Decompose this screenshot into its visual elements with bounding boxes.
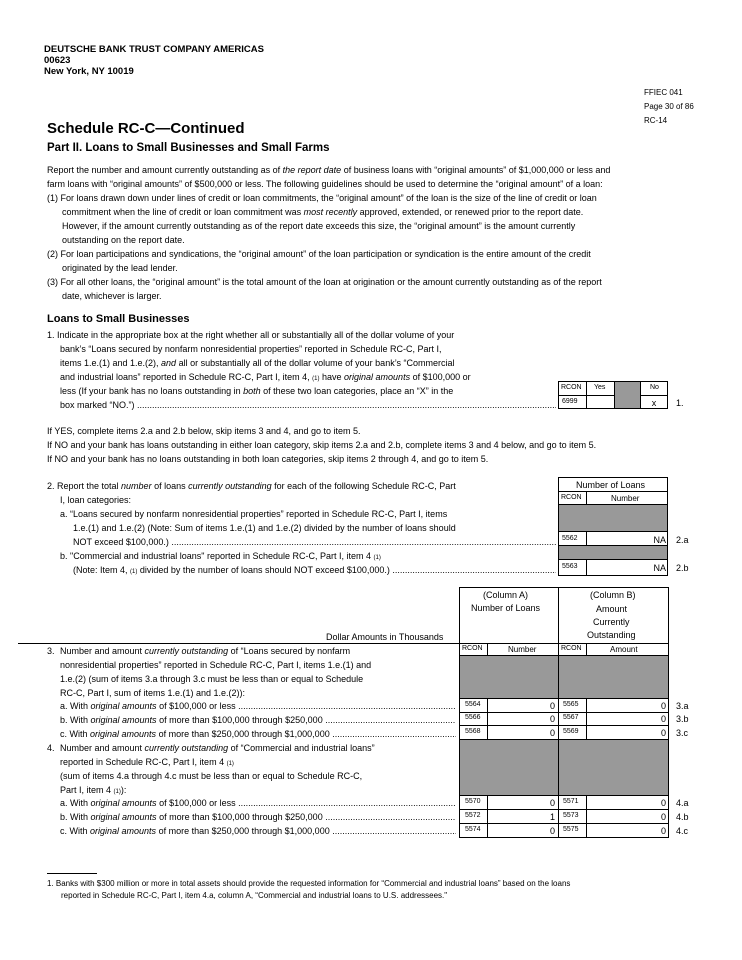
item4-line-2: reported in Schedule RC-C, Part I, item 4 (1) xyxy=(60,757,234,767)
col-a-number: Number xyxy=(508,645,537,654)
item2a-line-3: NOT exceed $100,000.) ..... xyxy=(73,535,556,549)
item2-line-2: I, loan categories: xyxy=(60,495,132,505)
item1-yes-label: Yes xyxy=(594,384,606,391)
item2b-value[interactable]: NA xyxy=(653,563,666,573)
item2b-code: 5563 xyxy=(562,563,578,570)
column-a-title: Number of Loans xyxy=(471,603,541,613)
item3b-value-a[interactable]: 0 xyxy=(549,714,555,724)
section-heading: Loans to Small Businesses xyxy=(47,313,190,325)
item4b-code-a: 5572 xyxy=(465,812,481,819)
footnote-line-2: reported in Schedule RC-C, Part I, item 4.a, column A, “Commercial and industrial loans to U.S. addressees." xyxy=(61,891,448,900)
page-number: Page 30 of 86 xyxy=(644,102,694,111)
item4-line-3: (sum of items 4.a through 4.c must be less than or equal to Schedule RC-C, xyxy=(60,771,363,781)
guideline-1-line-4: outstanding on the report date. xyxy=(62,235,185,245)
guideline-1-line-2: commitment when the line of credit or loan commitment was most recently approved, extended, or renewed prior to the report date. xyxy=(62,207,584,217)
item4c-code-a: 5574 xyxy=(465,826,481,833)
item1-line-1: 1. Indicate in the appropriate box at the right whether all or substantially all of the dollar volume of your xyxy=(47,330,455,340)
item4a-value-a[interactable]: 0 xyxy=(549,798,555,808)
item1-line-3: items 1.e.(1) and 1.e.(2), and all or substantially all of the dollar volume of your bank’s “Commercial xyxy=(60,358,455,368)
item3b-code-a: 5566 xyxy=(465,714,481,721)
item3-line-4: RC-C, Part I, sum of items 1.e.(1) and 1.e.(2)): xyxy=(60,688,246,698)
item4a-value-b[interactable]: 0 xyxy=(660,798,666,808)
part-title: Part II. Loans to Small Businesses and Small Farms xyxy=(47,142,330,154)
item2a-line-1: a. “Loans secured by nonfarm nonresidential properties” reported in Schedule RC-C, Part I, items xyxy=(60,509,448,519)
intro-line-2: farm loans with “original amounts” of $500,000 or less. The following guidelines should be used to determine the “original amount” of a loan: xyxy=(47,179,603,189)
guideline-2: (2) For loan participations and syndications, the “original amount” of the loan participation or syndication is the entire amount of the credit xyxy=(47,249,591,259)
intro-line-1: Report the number and amount currently outstanding as of the report date of business loans with “original amounts” of $1,000,000 or less and xyxy=(47,165,611,175)
item4b-code-b: 5573 xyxy=(563,812,579,819)
guideline-1-line-3: However, if the amount currently outstanding as of the report date exceeds this size, the “original amount” is the amount currently xyxy=(62,221,576,231)
item3-line-1: Number and amount currently outstanding of “Loans secured by nonfarm xyxy=(60,646,351,656)
column-b-title-1: Amount xyxy=(596,604,628,614)
bank-id: 00623 xyxy=(44,55,71,66)
bank-name: DEUTSCHE BANK TRUST COMPANY AMERICAS xyxy=(44,44,264,55)
item2b-number: 2.b xyxy=(676,563,689,573)
item4c-number: 4.c xyxy=(676,826,689,836)
item4a-label: a. With original amounts of $100,000 or less ..... xyxy=(60,796,456,810)
item3b-label: b. With original amounts of more than $100,000 through $250,000 ..... xyxy=(60,713,456,727)
item1-rcon-label: RCON xyxy=(561,384,582,391)
item1-line-6: box marked “NO.”) ..... xyxy=(60,398,556,412)
item2-line-1: 2. Report the total number of loans currently outstanding for each of the following Schedule RC-C, Part xyxy=(47,481,456,491)
footnote-line-1: 1. Banks with $300 million or more in total assets should provide the requested information for “Commercial and industrial loans” based on the loans xyxy=(47,879,571,888)
item2a-value[interactable]: NA xyxy=(653,535,666,545)
item3a-code-b: 5565 xyxy=(563,701,579,708)
col-b-amount: Amount xyxy=(610,645,638,654)
instruction-no-loans-either: If NO and your bank has loans outstanding in either loan category, skip items 2.a and 2.b, complete items 3 and 4 below, and go to item 5. xyxy=(47,440,597,450)
item3b-number: 3.b xyxy=(676,714,689,724)
item4b-value-a[interactable]: 1 xyxy=(549,812,555,822)
item1-number: 1. xyxy=(676,398,684,408)
item4c-label: c. With original amounts of more than $250,000 through $1,000,000 ..... xyxy=(60,824,456,838)
item3c-label: c. With original amounts of more than $250,000 through $1,000,000 ..... xyxy=(60,727,456,741)
item2b-line-2: (Note: Item 4, (1) divided by the number of loans should NOT exceed $100,000.) ..... xyxy=(73,563,556,579)
column-b-title-3: Outstanding xyxy=(587,630,636,640)
guideline-3-line-2: date, whichever is larger. xyxy=(62,291,162,301)
instruction-no-loans-both: If NO and your bank has no loans outstanding in both loan categories, skip items 2 through 4, and go to item 5. xyxy=(47,454,489,464)
item2-rcon-label: RCON xyxy=(561,494,582,501)
item1-line-4: and industrial loans” reported in Schedule RC-C, Part I, item 4, (1) have original amounts of $100,000 or xyxy=(60,372,471,382)
item4b-label: b. With original amounts of more than $100,000 through $250,000 ..... xyxy=(60,810,456,824)
item4-index: 4. xyxy=(47,743,55,753)
item2b-line-1: b. "Commercial and industrial loans" reported in Schedule RC-C, Part I, item 4 (1) xyxy=(60,551,381,561)
guideline-3: (3) For all other loans, the “original amount” is the total amount of the loan at origination or the amount currently outstanding as of the report xyxy=(47,277,602,287)
item4b-number: 4.b xyxy=(676,812,689,822)
item3a-value-b[interactable]: 0 xyxy=(660,701,666,711)
item3c-code-a: 5568 xyxy=(465,728,481,735)
item3c-value-b[interactable]: 0 xyxy=(660,728,666,738)
item3a-code-a: 5564 xyxy=(465,701,481,708)
item3a-value-a[interactable]: 0 xyxy=(549,701,555,711)
number-of-loans-header: Number of Loans xyxy=(576,480,646,490)
guideline-2-line-2: originated by the lead lender. xyxy=(62,263,178,273)
item2a-code: 5562 xyxy=(562,535,578,542)
item3c-value-a[interactable]: 0 xyxy=(549,728,555,738)
item4a-code-b: 5571 xyxy=(563,798,579,805)
item4b-value-b[interactable]: 0 xyxy=(660,812,666,822)
page-title: Schedule RC-C—Continued xyxy=(47,120,245,137)
item3a-label: a. With original amounts of $100,000 or less ..... xyxy=(60,699,456,713)
item3-line-3: 1.e.(2) (sum of items 3.a through 3.c must be less than or equal to Schedule xyxy=(60,674,364,684)
instruction-yes: If YES, complete items 2.a and 2.b below, skip items 3 and 4, and go to item 5. xyxy=(47,426,361,436)
item4a-code-a: 5570 xyxy=(465,798,481,805)
page-code: RC-14 xyxy=(644,116,668,125)
item4c-code-b: 5575 xyxy=(563,826,579,833)
item3a-number: 3.a xyxy=(676,701,689,711)
item1-code: 6999 xyxy=(562,398,578,405)
item2a-number: 2.a xyxy=(676,535,689,545)
column-b-label: (Column B) xyxy=(590,590,636,600)
item1-line-5: less (If your bank has no loans outstanding in both of these two loan categories, place an “X” in the xyxy=(60,386,454,396)
column-a-label: (Column A) xyxy=(483,590,529,600)
item4-line-1: Number and amount currently outstanding of “Commercial and industrial loans” xyxy=(60,743,375,753)
col-a-rcon: RCON xyxy=(462,645,483,652)
item3b-code-b: 5567 xyxy=(563,714,579,721)
item3-line-2: nonresidential properties” reported in Schedule RC-C, Part I, items 1.e.(1) and xyxy=(60,660,372,670)
item4c-value-a[interactable]: 0 xyxy=(549,826,555,836)
item2a-line-2: 1.e.(1) and 1.e.(2) (Note: Sum of items 1.e.(1) and 1.e.(2) divided by the number of loans should xyxy=(73,523,456,533)
form-id: FFIEC 041 xyxy=(644,88,683,97)
item4-line-4: Part I, item 4 (1)): xyxy=(60,785,127,795)
item2-number-label: Number xyxy=(611,494,640,503)
item1-no-answer[interactable]: x xyxy=(651,398,657,408)
col-b-rcon: RCON xyxy=(561,645,582,652)
bank-city: New York, NY 10019 xyxy=(44,66,134,77)
footnote-rule xyxy=(47,873,97,874)
item1-no-label: No xyxy=(650,384,659,391)
item1-line-2: bank’s “Loans secured by nonfarm nonresidential properties” reported in Schedule RC-C, Part I, xyxy=(60,344,442,354)
item3-index: 3. xyxy=(47,646,55,656)
column-b-title-2: Currently xyxy=(593,617,630,627)
item4c-value-b[interactable]: 0 xyxy=(660,826,666,836)
item3b-value-b[interactable]: 0 xyxy=(660,714,666,724)
item3c-code-b: 5569 xyxy=(563,728,579,735)
item3c-number: 3.c xyxy=(676,728,689,738)
dollar-amounts-label: Dollar Amounts in Thousands xyxy=(326,632,444,642)
guideline-1: (1) For loans drawn down under lines of credit or loan commitments, the “original amount” of the loan is the size of the line of credit or loan xyxy=(47,193,597,203)
item4a-number: 4.a xyxy=(676,798,689,808)
